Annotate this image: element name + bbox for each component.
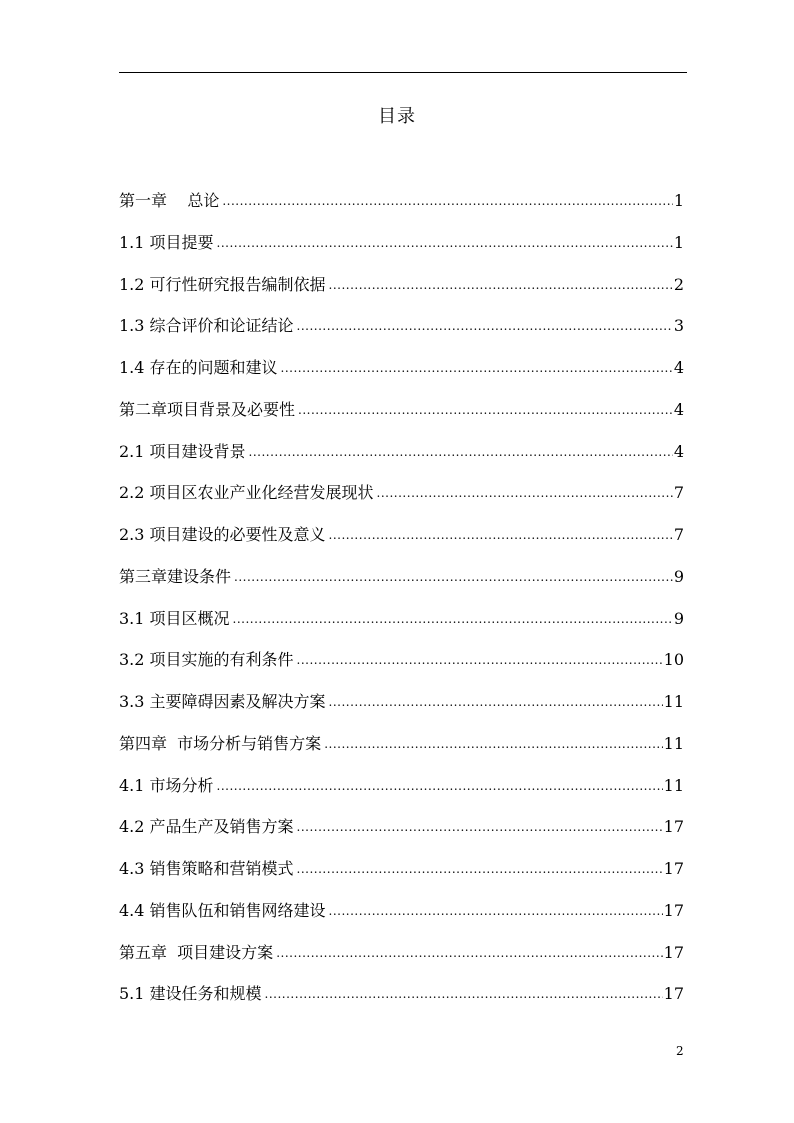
toc-dot-leader (281, 355, 673, 381)
toc-entry[interactable] (119, 355, 684, 397)
toc-entry-page: 9 (673, 608, 684, 628)
toc-entry[interactable] (119, 940, 684, 982)
toc-dot-leader (265, 981, 663, 1007)
toc-entry-label: 1.3 综合评价和论证结论 (119, 316, 294, 336)
toc-entry-label: 第一章 总论 (119, 191, 220, 210)
toc-entry-label: 3.3 主要障碍因素及解决方案 (119, 692, 326, 711)
toc-entry-label: 第三章建设条件 (119, 566, 232, 586)
toc-dot-leader (217, 773, 663, 799)
toc-entry-page: 1 (673, 191, 684, 210)
toc-dot-leader (329, 898, 663, 924)
toc-entry-page: 9 (673, 566, 684, 586)
toc-entry[interactable] (119, 230, 684, 272)
toc-dot-leader (234, 564, 673, 590)
toc-entry-label: 1.4 存在的问题和建议 (119, 358, 278, 377)
toc-entry-page: 7 (673, 525, 684, 544)
toc-dot-leader (222, 188, 672, 214)
toc-entry-label: 2.1 项目建设背景 (119, 441, 246, 461)
toc-entry[interactable] (119, 773, 684, 815)
toc-entry[interactable] (119, 313, 684, 355)
toc-entry-label: 第五章 项目建设方案 (119, 942, 274, 962)
toc-entry[interactable] (119, 480, 684, 522)
toc-dot-leader (329, 689, 663, 715)
toc-entry-page: 17 (663, 817, 684, 837)
toc-entry[interactable] (119, 731, 684, 773)
toc-dot-leader (297, 856, 663, 882)
toc-dot-leader (329, 272, 673, 298)
toc-dot-leader (217, 230, 673, 256)
toc-entry-label: 5.1 建设任务和规模 (119, 984, 262, 1004)
toc-entry[interactable] (119, 981, 684, 1023)
toc-entry-page: 17 (663, 984, 684, 1004)
toc-entry[interactable] (119, 439, 684, 481)
toc-entry[interactable] (119, 188, 684, 230)
toc-entry-label: 2.3 项目建设的必要性及意义 (119, 525, 326, 544)
toc-entry-page: 4 (673, 399, 684, 419)
toc-entry-page: 7 (673, 483, 684, 503)
toc-entry-page: 11 (663, 733, 684, 753)
toc-dot-leader (377, 480, 673, 506)
toc-entry-label: 3.1 项目区概况 (119, 608, 230, 628)
toc-dot-leader (324, 731, 662, 757)
toc-entry-label: 1.1 项目提要 (119, 232, 214, 252)
toc-entry-page: 17 (663, 859, 684, 878)
toc-entry-label: 3.2 项目实施的有利条件 (119, 650, 294, 670)
toc-dot-leader (276, 940, 662, 966)
toc-entry[interactable] (119, 397, 684, 439)
toc-dot-leader (297, 814, 663, 840)
toc-dot-leader (329, 522, 673, 548)
toc-entry-page: 4 (673, 358, 684, 377)
toc-entry-page: 2 (673, 274, 684, 294)
toc-entry-page: 3 (673, 316, 684, 336)
toc-entry[interactable] (119, 689, 684, 731)
toc-entry-page: 11 (663, 775, 684, 795)
toc-title: 目录 (378, 106, 416, 127)
toc-dot-leader (249, 439, 673, 465)
toc-entry[interactable] (119, 647, 684, 689)
toc-entry-page: 1 (673, 232, 684, 252)
toc-dot-leader (297, 313, 673, 339)
toc-entry[interactable] (119, 564, 684, 606)
toc-dot-leader (298, 397, 673, 423)
toc-entry-label: 1.2 可行性研究报告编制依据 (119, 274, 326, 294)
toc-entry-label: 4.3 销售策略和营销模式 (119, 859, 294, 878)
toc-entry-page: 4 (673, 441, 684, 461)
toc-entry-label: 2.2 项目区农业产业化经营发展现状 (119, 483, 374, 503)
toc-entry-label: 4.1 市场分析 (119, 775, 214, 795)
toc-entry[interactable] (119, 272, 684, 314)
toc-entry-label: 第二章项目背景及必要性 (119, 399, 296, 419)
toc-dot-leader (233, 606, 673, 632)
toc-entry-label: 第四章 市场分析与销售方案 (119, 733, 322, 753)
page-number: 2 (676, 1044, 684, 1058)
toc-entry[interactable] (119, 814, 684, 856)
toc-entry-label: 4.4 销售队伍和销售网络建设 (119, 900, 326, 920)
toc-entry-page: 10 (663, 650, 684, 670)
toc-entry[interactable] (119, 898, 684, 940)
header-rule (119, 72, 687, 73)
toc-entry[interactable] (119, 856, 684, 898)
toc-entry-page: 11 (663, 692, 684, 711)
toc-entry-page: 17 (663, 942, 684, 962)
toc-entry-label: 4.2 产品生产及销售方案 (119, 817, 294, 837)
toc-list (119, 188, 684, 1023)
toc-entry[interactable] (119, 606, 684, 648)
toc-entry[interactable] (119, 522, 684, 564)
toc-dot-leader (297, 647, 663, 673)
toc-entry-page: 17 (663, 900, 684, 920)
